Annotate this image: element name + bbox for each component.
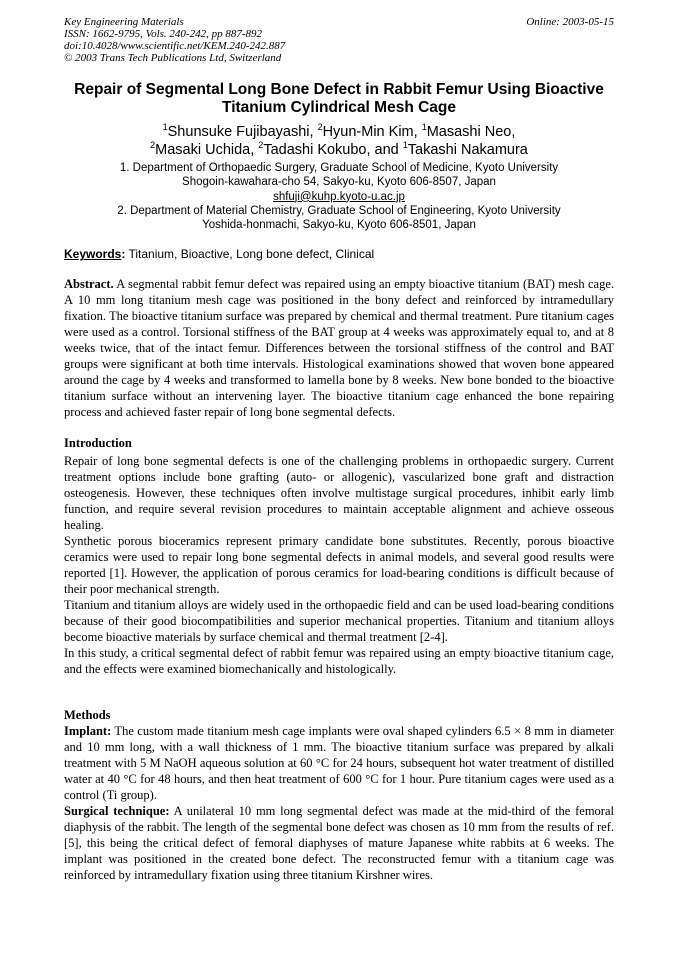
- intro-paragraph-2: Synthetic porous bioceramics represent primary candidate bone substitutes. Recently, porous bioactive ceramics were used to repair long bone segmental defects in animal models, and several good results were reported [1]. However, the application of porous ceramics for load-bearing conditions is difficult because of their poor mechanical strength.: [64, 534, 614, 597]
- journal-name: Key Engineering Materials: [64, 16, 184, 28]
- surgical-text: A unilateral 10 mm long segmental defect was made at the mid-third of the femoral diaphysis of the rabbit. The length of the segmental bone defect was chosen as 10 mm from the results of ref. [5], this being the critical defect of femoral diaphyses of mature Japanese white rabbits at 6 weeks. The implant was positioned in the created bone defect. The reconstructed femur with a titanium cage was reinforced by intramedullary fixation using three titanium Kirshner wires.: [64, 804, 614, 883]
- affiliation-2-line-2: Yoshida-honmachi, Sakyo-ku, Kyoto 606-8501, Japan: [202, 219, 476, 232]
- abstract: [64, 276, 614, 420]
- journal-header: [64, 16, 614, 64]
- author-list: [64, 123, 614, 159]
- paper-page: [64, 16, 614, 883]
- author-line-1: [64, 123, 614, 141]
- intro-paragraph-1: Repair of long bone segmental defects is one of the challenging problems in orthopaedic surgery. Current treatment options include bone grafting (auto- or allogenic), vascularized bone graft and distraction osteogenesis. However, these techniques often involve multistage surgical procedures, inhibit early limb function, and require several revision procedures to maintain acceptable alignment and achieve osseous healing.: [64, 454, 614, 533]
- title-line-1: Repair of Segmental Long Bone Defect in Rabbit Femur Using Bioactive: [74, 81, 604, 98]
- author-name: Takashi Nakamura: [407, 142, 528, 158]
- abstract-paragraph: [64, 276, 614, 420]
- surgical-label: Surgical technique:: [64, 804, 170, 819]
- paper-title: [64, 81, 614, 117]
- author-affiliation-sup: 2: [258, 140, 264, 150]
- author-affiliation-sup: 1: [162, 122, 168, 132]
- author-name: Masaki Uchida,: [155, 142, 259, 158]
- keywords-line: [64, 247, 614, 262]
- intro-paragraph-4: In this study, a critical segmental defect of rabbit femur was repaired using an empty bioactive titanium cage, and the effects were examined biomechanically and histologically.: [64, 646, 614, 677]
- affiliation-1-line-1: 1. Department of Orthopaedic Surgery, Graduate School of Medicine, Kyoto University: [119, 162, 559, 174]
- methods-body: [64, 723, 614, 883]
- author-name: Tadashi Kokubo, and: [263, 142, 403, 158]
- keywords-text: Titanium, Bioactive, Long bone defect, Clinical: [125, 247, 375, 262]
- author-affiliation-sup: 2: [150, 140, 156, 150]
- author-name: Masashi Neo,: [426, 124, 516, 140]
- keywords-colon: :: [121, 247, 126, 262]
- author-name: Hyun-Min Kim,: [322, 124, 422, 140]
- author-name: Shunsuke Fujibayashi,: [167, 124, 318, 140]
- methods-heading: Methods: [64, 708, 111, 723]
- abstract-label: Abstract.: [64, 277, 114, 292]
- copyright-line: © 2003 Trans Tech Publications Ltd, Switzerland: [64, 52, 282, 64]
- author-affiliation-sup: 2: [317, 122, 323, 132]
- keywords-label: Keywords: [64, 247, 122, 262]
- implant-label: Implant:: [64, 724, 112, 739]
- introduction-body: [64, 453, 614, 677]
- intro-paragraph-3: Titanium and titanium alloys are widely used in the orthopaedic field and can be used load-bearing conditions because of their good biocompatibilities and superior mechanical properties. Titanium and titanium alloys become bioactive materials by surface chemical and thermal treatment [2-4].: [64, 598, 614, 645]
- abstract-text: A segmental rabbit femur defect was repaired using an empty bioactive titanium (BAT) mesh cage. A 10 mm long titanium mesh cage was positioned in the bony defect and reinforced by intramedullary fixation. The bioactive titanium surface was prepared by chemical and thermal treatment. Pure titanium cages were used as a control. Torsional stiffness of the BAT group at 4 weeks was approximately equal to, and at 8 weeks twice, that of the intact femur. Differences between the torsional stiffness of the control and BAT groups were significant at both time intervals. Histological examinations showed that woven bone appeared around the cage by 4 weeks and transformed to lamella bone by 8 weeks. New bone bonded to the bioactive titanium surface without an intervening layer. The bioactive titanium cage enhanced the bone repairing process and achieved faster repair of long bone segmental defects.: [64, 277, 614, 420]
- author-affiliation-sup: 1: [421, 122, 427, 132]
- online-date: Online: 2003-05-15: [526, 16, 614, 28]
- implant-paragraph: [64, 723, 614, 803]
- email-link[interactable]: shfuji@kuhp.kyoto-u.ac.jp: [273, 190, 405, 203]
- introduction-heading: Introduction: [64, 436, 132, 451]
- affiliations: [64, 161, 614, 232]
- author-affiliation-sup: 1: [402, 140, 408, 150]
- doi-line: doi:10.4028/www.scientific.net/KEM.240-242.887: [64, 40, 286, 52]
- issn-line: ISSN: 1662-9795, Vols. 240-242, pp 887-892: [64, 28, 262, 40]
- affiliation-1-line-2: Shogoin-kawahara-cho 54, Sakyo-ku, Kyoto 606-8507, Japan: [182, 176, 496, 189]
- implant-text: The custom made titanium mesh cage implants were oval shaped cylinders 6.5 × 8 mm in diameter and 10 mm long, with a wall thickness of 1 mm. The bioactive titanium surface was prepared by alkali treatment with 5 M NaOH aqueous solution at 60 °C for 24 hours, subsequent hot water treatment of distilled water at 40 °C for 48 hours, and then heat treatment of 600 °C for 1 hour. Pure titanium cages were used as a control (Ti group).: [64, 724, 614, 803]
- author-line-2: [64, 141, 614, 159]
- affiliation-2-line-1: 2. Department of Material Chemistry, Graduate School of Engineering, Kyoto University: [117, 204, 561, 217]
- surgical-paragraph: [64, 803, 614, 883]
- title-line-2: Titanium Cylindrical Mesh Cage: [222, 99, 456, 116]
